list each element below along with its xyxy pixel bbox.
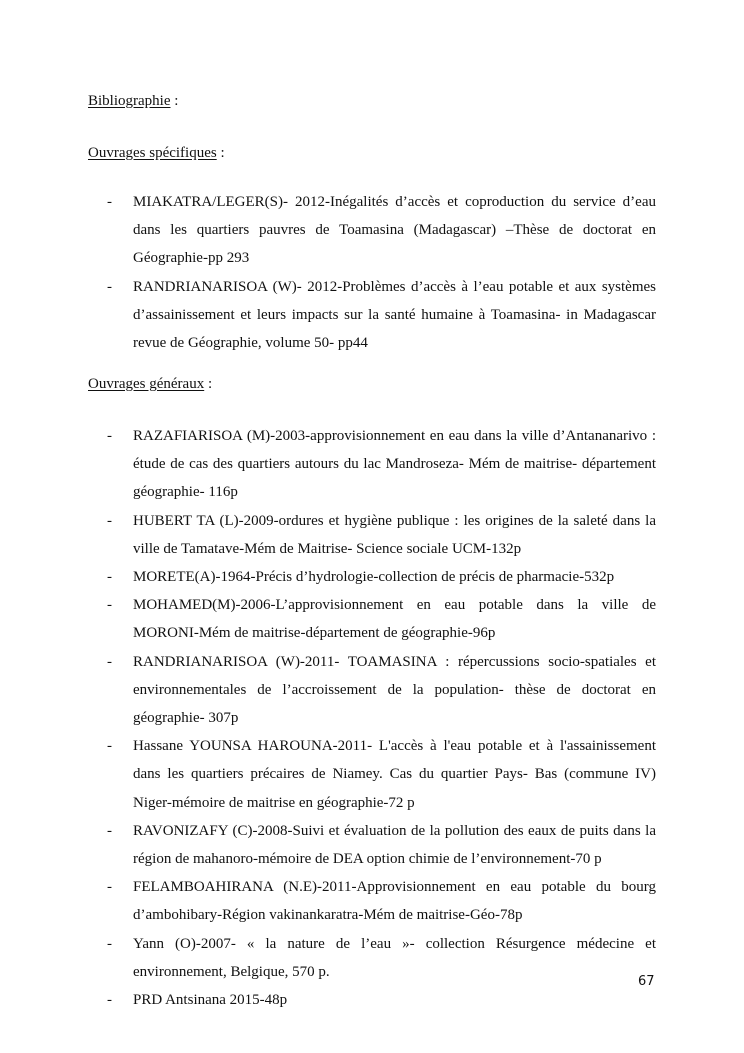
bullet-dash: - — [107, 879, 112, 896]
specific-works-heading-text: Ouvrages spécifiques — [88, 145, 217, 161]
specific-work-text: RANDRIANARISOA (W)- 2012-Problèmes d’accès à l’eau potable et aux systèmes d’assainissement et leurs impacts sur la santé humaine à Toamasina- in Madagascar revue de Géographie, volume 50- pp44 — [133, 278, 656, 352]
specific-work-item — [88, 273, 656, 358]
general-work-item — [88, 873, 656, 929]
bibliography-heading — [88, 91, 178, 111]
general-work-text: Yann (O)-2007- « la nature de l’eau »- collection Résurgence médecine et environnement, Belgique, 570 p. — [133, 935, 656, 980]
bullet-dash: - — [107, 653, 112, 670]
general-work-item — [88, 563, 656, 591]
bullet-dash: - — [107, 278, 112, 295]
general-work-item — [88, 986, 656, 1014]
bibliography-heading-text: Bibliographie — [88, 93, 171, 109]
general-work-item — [88, 930, 656, 986]
general-work-text: RAZAFIARISOA (M)-2003-approvisionnement en eau dans la ville d’Antananarivo : étude de cas des quartiers autours du lac Mandroseza- Mém de maitrise- département géographie- 116p — [133, 428, 656, 501]
bibliography-heading-suffix: : — [170, 93, 179, 109]
bullet-dash: - — [107, 428, 112, 444]
specific-works-list — [88, 188, 656, 357]
general-work-text: HUBERT TA (L)-2009-ordures et hygiène publique : les origines de la saleté dans la ville de Tamatave-Mém de Maitrise- Science sociale UCM-132p — [133, 512, 656, 557]
general-work-item — [88, 591, 656, 647]
general-work-text: MORETE(A)-1964-Précis d’hydrologie-collection de précis de pharmacie-532p — [133, 569, 615, 586]
general-work-text: PRD Antsinana 2015-48p — [133, 992, 288, 1009]
general-works-heading-text: Ouvrages généraux — [88, 376, 205, 392]
general-work-text: RANDRIANARISOA (W)-2011- TOAMASINA : répercussions socio-spatiales et environnementales de l’accroissement de la population- thèse de doctorat en géographie- 307p — [133, 653, 656, 727]
specific-works-heading-suffix: : — [216, 145, 225, 161]
bullet-dash: - — [107, 992, 112, 1009]
general-works-heading — [88, 374, 212, 394]
specific-work-text: MIAKATRA/LEGER(S)- 2012-Inégalités d’accès et coproduction du service d’eau dans les quartiers pauvres de Toamasina (Madagascar) –Thèse de doctorat en Géographie-pp 293 — [133, 194, 656, 267]
general-work-item — [88, 817, 656, 873]
bullet-dash: - — [107, 512, 112, 529]
bullet-dash: - — [107, 738, 112, 755]
bullet-dash: - — [107, 569, 112, 586]
general-work-text: MOHAMED(M)-2006-L’approvisionnement en eau potable dans la ville de MORONI-Mém de maitrise-département de géographie-96p — [133, 597, 656, 642]
bullet-dash: - — [107, 597, 112, 614]
general-works-heading-suffix: : — [204, 376, 213, 392]
general-works-list — [88, 422, 656, 1014]
general-work-item — [88, 507, 656, 563]
specific-work-item — [88, 188, 656, 273]
general-work-text: FELAMBOAHIRANA (N.E)-2011-Approvisionnement en eau potable du bourg d’ambohibary-Région vakinankaratra-Mém de maitrise-Géo-78p — [133, 879, 656, 924]
general-work-text: Hassane YOUNSA HAROUNA-2011- L'accès à l'eau potable et à l'assainissement dans les quartiers précaires de Niamey. Cas du quartier Pays- Bas (commune IV) Niger-mémoire de maitrise en géographie-72 p — [133, 738, 656, 811]
general-work-item — [88, 648, 656, 733]
general-work-text: RAVONIZAFY (C)-2008-Suivi et évaluation de la pollution des eaux de puits dans la région de mahanoro-mémoire de DEA option chimie de l’environnement-70 p — [133, 822, 656, 868]
page-number: 67 — [638, 974, 655, 989]
general-work-item — [88, 732, 656, 817]
bullet-dash: - — [107, 194, 112, 210]
bullet-dash: - — [107, 935, 112, 952]
bullet-dash: - — [107, 822, 112, 839]
general-work-item — [88, 422, 656, 507]
specific-works-heading — [88, 143, 225, 163]
